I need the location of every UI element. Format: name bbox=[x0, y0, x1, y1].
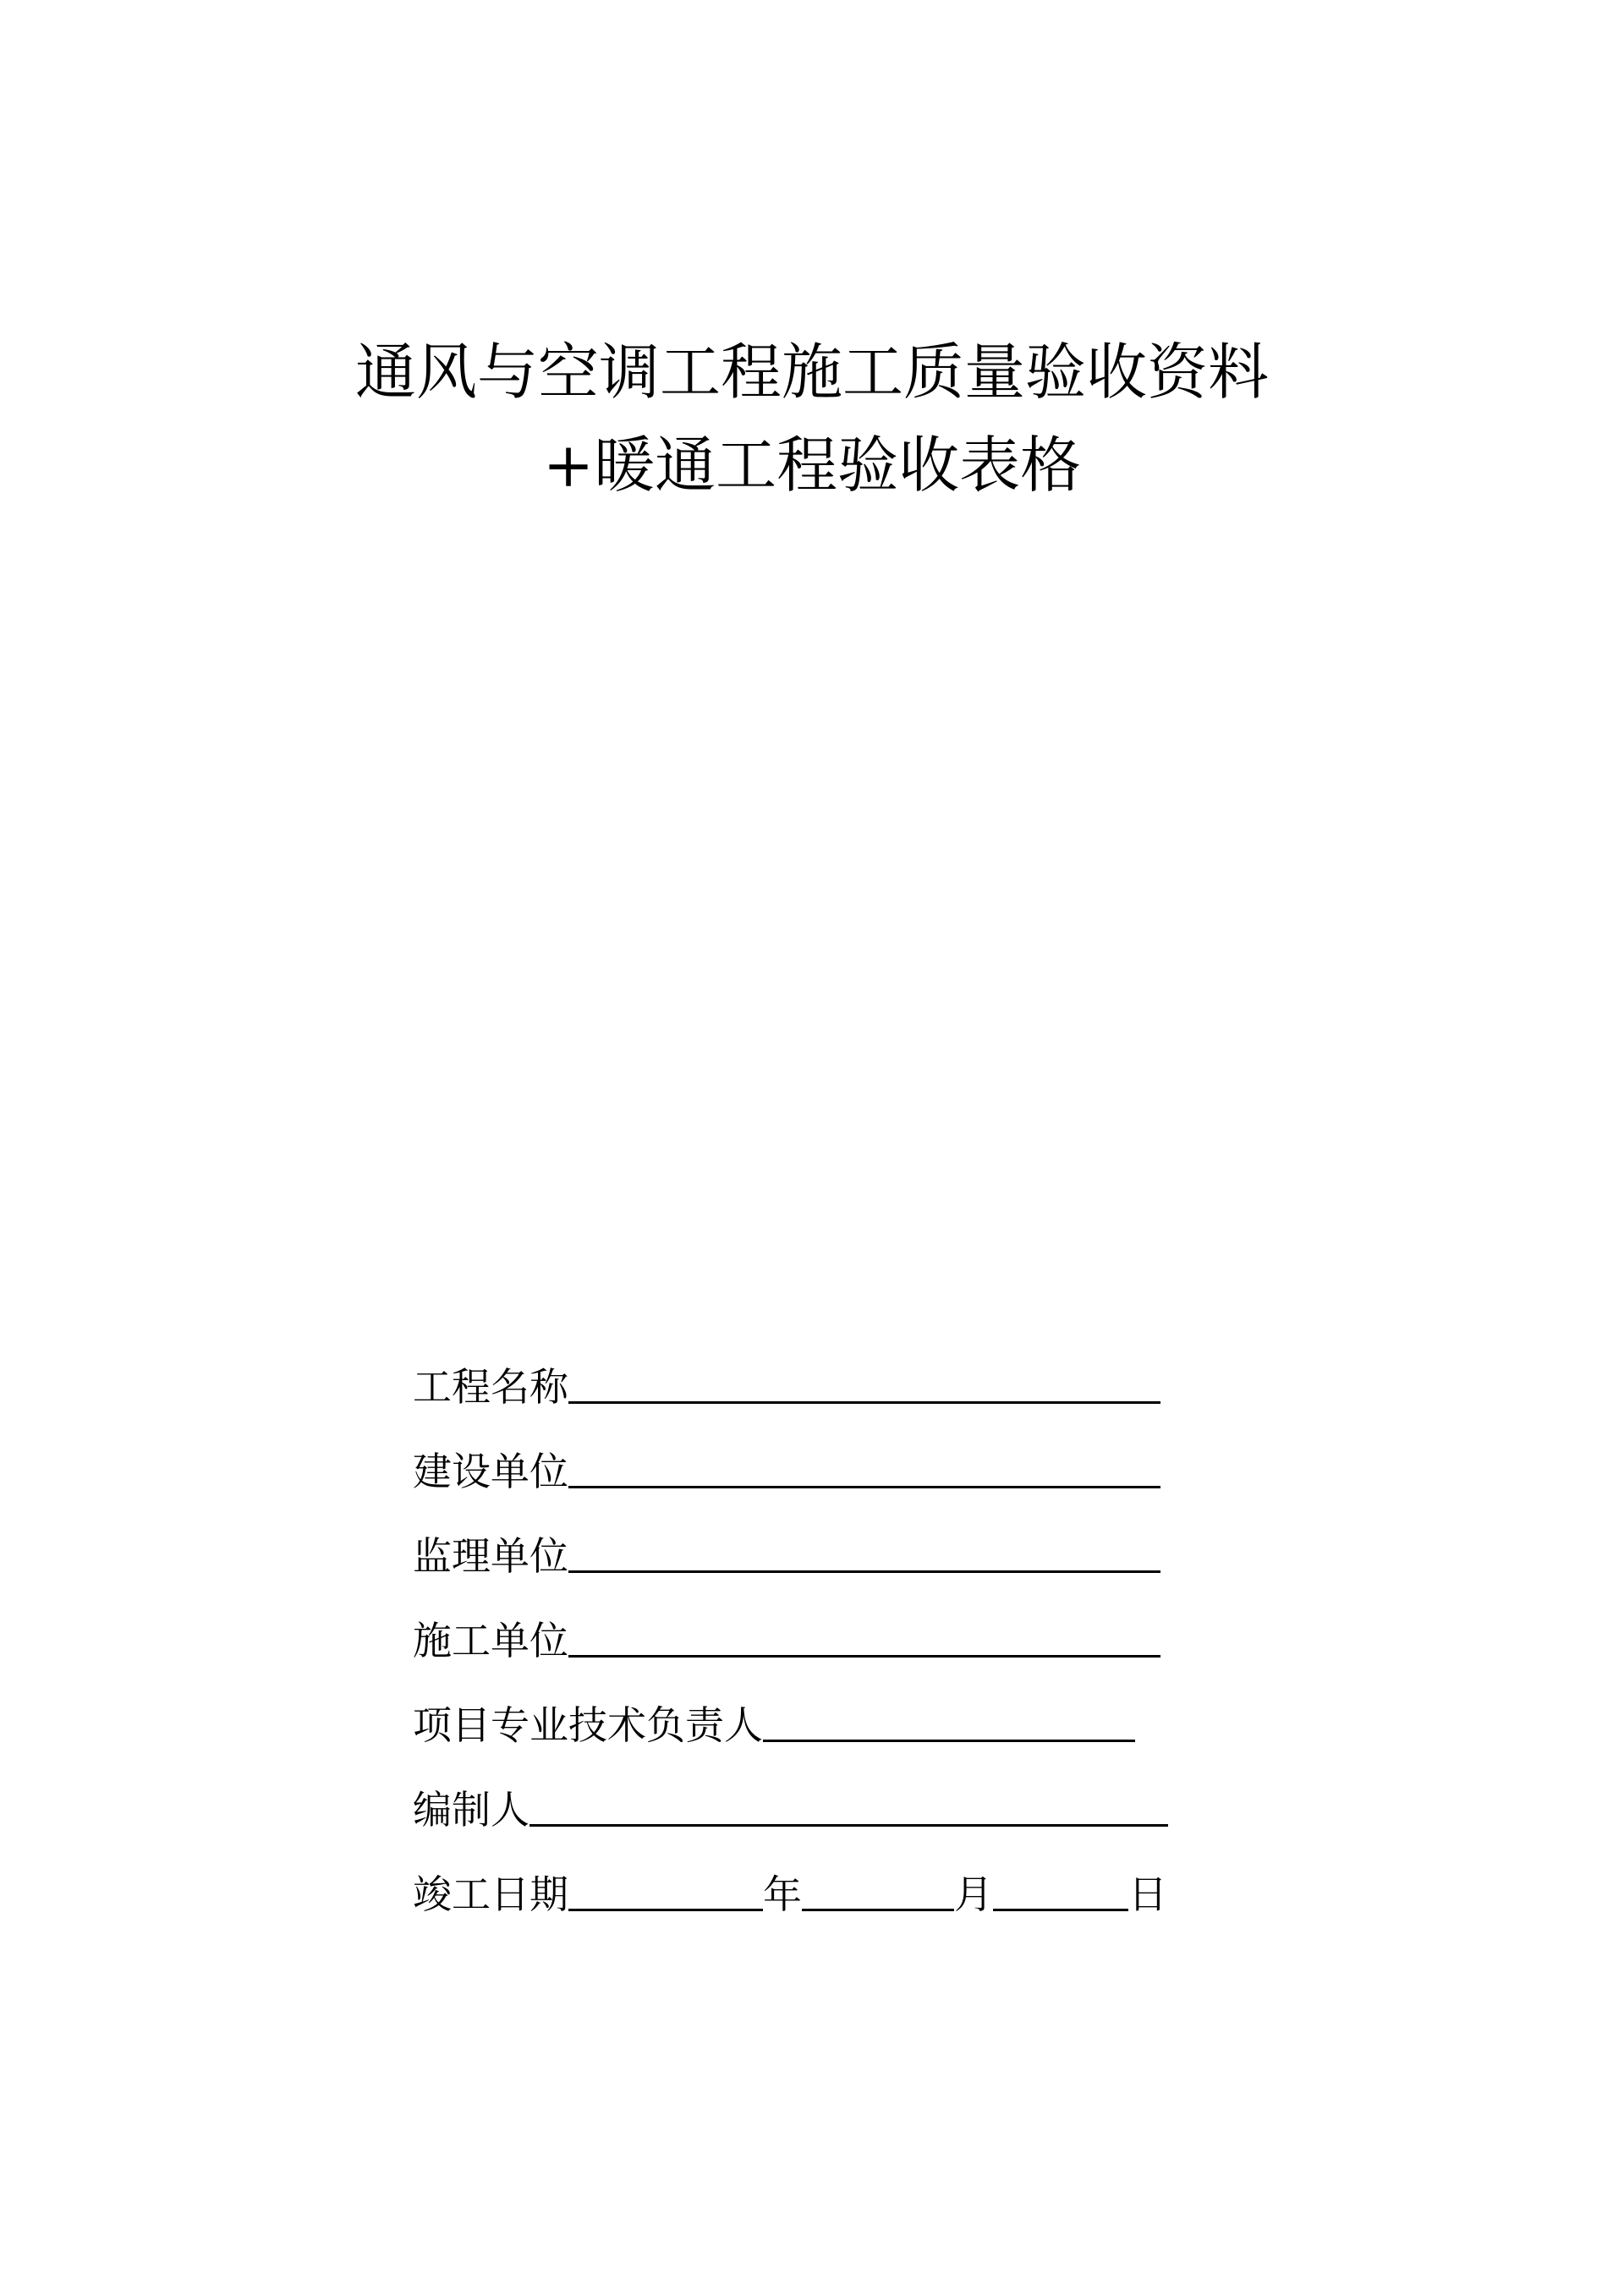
project-name-label: 工程名称 bbox=[413, 1364, 568, 1410]
year-label: 年 bbox=[763, 1871, 802, 1917]
supervision-unit-label: 监理单位 bbox=[413, 1533, 568, 1579]
day-blank[interactable] bbox=[993, 1909, 1128, 1911]
construction-owner-row bbox=[413, 1438, 1160, 1497]
project-name-blank[interactable] bbox=[568, 1401, 1160, 1404]
month-label: 月 bbox=[954, 1871, 993, 1917]
contractor-unit-row bbox=[413, 1607, 1160, 1666]
supervision-unit-blank[interactable] bbox=[568, 1570, 1160, 1573]
compiler-row bbox=[413, 1776, 1168, 1835]
supervision-unit-row bbox=[413, 1522, 1160, 1581]
day-label: 日 bbox=[1128, 1871, 1167, 1917]
technical-lead-label: 项目专业技术负责人 bbox=[413, 1702, 763, 1748]
completion-date-row bbox=[413, 1860, 1167, 1920]
completion-date-label: 竣工日期 bbox=[413, 1871, 568, 1917]
compiler-label: 编制人 bbox=[413, 1787, 529, 1833]
technical-lead-blank[interactable] bbox=[763, 1740, 1135, 1742]
technical-lead-row bbox=[413, 1691, 1135, 1751]
month-blank[interactable] bbox=[802, 1909, 954, 1911]
year-blank[interactable] bbox=[568, 1909, 763, 1911]
project-name-row bbox=[413, 1353, 1160, 1412]
compiler-blank[interactable] bbox=[529, 1824, 1168, 1827]
construction-owner-label: 建设单位 bbox=[413, 1449, 568, 1494]
document-title bbox=[0, 326, 1624, 512]
title-line-2: +暖通工程验收表格 bbox=[542, 430, 1082, 501]
title-line-1: 通风与空调工程施工质量验收资料 bbox=[354, 337, 1269, 408]
construction-owner-blank[interactable] bbox=[568, 1486, 1160, 1488]
contractor-unit-label: 施工单位 bbox=[413, 1618, 568, 1663]
contractor-unit-blank[interactable] bbox=[568, 1655, 1160, 1658]
